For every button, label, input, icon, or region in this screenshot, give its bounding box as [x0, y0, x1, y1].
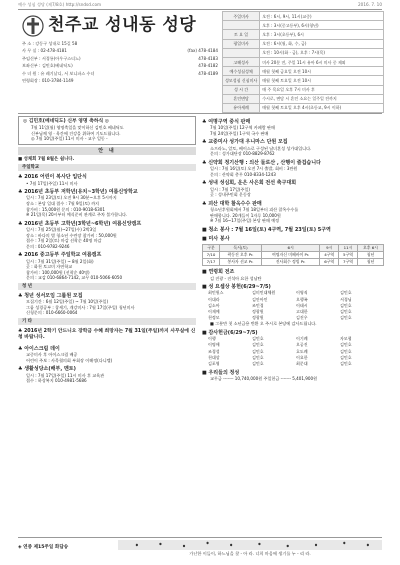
feast-notice-box: ◎ 김민호(베네딕도) 신부 영명 축하식 ◎ 7월 11일(월) 영명축일을 맞이하신 김민호 베네딕도 신부님께 영 · 육간에 건강을 위하여 기도드립니다. ◎ 7월 10일(주일) 11시 미사 - 교우 일동 -: [18, 116, 196, 145]
schedule-row: 오전 : 10시(화 · 금), 오후 : 7시(목): [223, 48, 384, 57]
info-row: 사 무 실 : 02-478-4181 (fax) 478-4184: [22, 48, 218, 54]
offering-title: ■ 우리들의 정성: [202, 370, 240, 377]
table-header-row: 구분 독서(토) 6시 9시 11시 오후 6시: [203, 245, 384, 252]
footer-rule: [18, 537, 382, 538]
name-row: 천정모 정광원 김진우 김민호: [208, 315, 352, 321]
offering-totals: 교무금 ------- 10,740,000원 주일헌금 ------- 5,401,900원: [210, 376, 318, 382]
notice-heading: ♣ 2016 중고등부 주일학교 여름캠프: [18, 252, 102, 259]
notice-heading: ♣ 2016년 초등부 고학년(3학년~6학년) 여름신앙캠프: [18, 220, 142, 227]
music-score: [118, 540, 382, 556]
parish-info: [22, 41, 218, 85]
memorial-title: ■ 연령회 전조: [202, 269, 235, 276]
name-row: 이명애 김민호 오공진 김민호: [208, 342, 352, 348]
name-row: 최민원스 김미민대체원 이영직 김민호: [208, 290, 352, 296]
notice-heading: ♣ 교중미사 성가대 우니마스 단원 모집: [202, 139, 288, 146]
name-row: 조경성 김민호 호도례 김민호: [208, 348, 352, 354]
psalm-footer: [18, 539, 382, 557]
right-column: ♣ 여명구역 중식 판매 7월 10일(주일) 12구역 카페람 판매 7월 24일(주일) 1구역 국수 판매 ♣ 교중미사 성가대 우니마스 단원 모집 소프라노, 알토, 베이스로 구성된 남녀혼성 성가대입니다. 문의 : 성가대단장 010-8829-8762 ♣ 신약회 정기산행 : 의산 둘로산 , 산행이 즐겁습니다 일시 : 7월 16일(토) 오전 7시 출발, 회비 : 3만원 문의 : 산약회 총무 010-8334-1243 ♣ 성내 성심회, 운은 사은회 전선 축구대회 일시 : 7월 17일(주일) 곳 : 성내주민회 운동장 ♣ 괴산 대학 찰옥수수 판매 청소년후원회에서 7월 18일부터 괴산 찰옥수수를 판매합니다. 20개들이 1자루 10,000원 ※ 7월 16~17일(주일) 본당 판매 예정 ■ 청소 봉사 : 7월 16일(토) 4구역, 7월 23일(토) 5구역 ■ 미사 봉사 구분 독서(토) 6시 9시 11시 오후 6시 7/10 곽동진 오후 Pr. 여명자신 미혜바이 Pr. 4구역 5구역 청년 7/17 봉사자 선교 Pr. 진사회수 정빙 Pr. 6구역 7구역 청년 ■ 연령회 전조 김 진광 - 진석아 요한 성남탄 ■ 성 요셉상 봉헌(6/29~7/5) 최민원스 김미민대체원 이영직 김민호 이대라 김안아인 오행족 서경님 김소아 조민경 이태시 김민호 이재예 정광원 고대한 김민호 천정모 정광원 김진우 김민호 ■ 그분만 첫 소년금용 반환 오 주시로 본당에 감사드립니다. ■ 감사헌금(6/29~7/5) 이행 김민호 이기례 자모협 이명애 김민호 오공진 김민호 조경성 김민호 호도례 김민호 천대상 김민호 이요한 김민호 김포영 김민호 최문대 김민호 ■ 우리들의 정성 교무금 ------- 10,740,000원 주일헌금 ------- 5,401,900원: [202, 116, 384, 382]
subsection-other: 기 타: [18, 318, 196, 325]
header-rule: [18, 113, 382, 114]
parish-url: 예수 성심 성당 (제7/8호) http://sndsd.com: [18, 2, 102, 7]
schedule-row: 주일미사 오전 : 6시, 9시, 11시(교중): [223, 12, 384, 21]
baptism-note: ■ 그분만 첫 소년금용 반환 오 주시로 본당에 감사드립니다.: [210, 321, 317, 327]
issue-date: 2016. 7. 10: [358, 2, 382, 7]
info-row: 주 소 : 강동구 성내로 15길 58: [22, 41, 78, 46]
brand: [22, 12, 217, 40]
psalm-lyric: 가난한 이들이, 하느님을 찾 - 아 라. 너희 마음에 생기를 누 - 리 라.: [189, 550, 311, 556]
page-title: 천주교 성내동 성당: [48, 15, 197, 36]
notice-heading: ♣ 2016 어린이 복사단 입단식: [18, 174, 87, 181]
schedule-row: 오후 : 3시(중고등부), 6시(청년): [223, 21, 384, 30]
name-row: 김소아 조민경 이태시 김민호: [208, 302, 352, 308]
name-row: 이재예 정광원 고대한 김민호: [208, 308, 352, 314]
baptism-offering-title: ■ 성 요셉상 봉헌(6/29~7/5): [202, 284, 271, 291]
schedule-row: 혼인면담 수시로, 면담 시 혼인 소요는 일주일 전까지: [223, 94, 384, 103]
thanks-offering-title: ■ 감사헌금(6/29~7/5): [202, 329, 258, 336]
notice-heading: ♣ 괴산 대학 찰옥수수 판매: [202, 200, 262, 207]
name-row: 이행 김민호 이기례 자모협: [208, 336, 352, 342]
notice-heading: ♣ 신약회 정기산행 : 의산 둘로산 , 산행이 즐겁습니다: [202, 159, 321, 166]
guide-line: ■ 성체회 7월 8월은 쉽니다.: [18, 156, 75, 162]
schedule-row: 고해성사 미사 20분 전, 주일 11시 유아 6시 미사 중 제외: [223, 57, 384, 66]
name-row: 이대라 김안아인 오행족 서경님: [208, 296, 352, 302]
staff-lines-icon: [118, 540, 382, 550]
subsection-sunday-school: 주일학교: [18, 164, 196, 171]
section-guide: 안 내: [18, 147, 196, 155]
notice-heading: ♣ 2016년 초등부 저학년(유치~3학년) 여름신앙학교: [18, 189, 138, 196]
notice-heading: ♣ 여명구역 중식 판매: [202, 119, 251, 125]
mass-schedule-table: [222, 11, 384, 113]
left-column: ◎ 김민호(베네딕도) 신부 영명 축하식 ◎ 7월 11일(월) 영명축일을 맞이하신 김민호 베네딕도 신부님께 영 · 육간에 건강을 위하여 기도드립니다. ◎ 7월 10일(주일) 11시 미사 - 교우 일동 - 안 내 ■ 성체회 7월 8월은 쉽니다. 주일학교 ♣ 2016 어린이 복사단 입단식 • 7월 17일(주일) 11시 미사 ♣ 2016년 초등부 저학년(유치~3학년) 여름신앙학교 일시 : 7월 23일(토) 오전 9시 30분~오후 5시까지 장소 : 본당 일대 접수 : 7월 9일(토) 까지 참가비 : 15,000원 문의 : 010-9018-6301 ※ 21일(목) 20시부터 예식준비 관계로 주차 불가합니다. ♣ 2016년 초등부 고학년(3학년~6학년) 여름신앙캠프 일시 : 7월 25일(월)~27일(수) 2박3일 장소 : 바다의 별 청소년 수련장 참가비 : 50,000원 접수 : 7월 2일(토) 마감 선착순 40명 마감 문의 : 010-9782-9246 ♣ 2016 중고등부 주일학교 여름캠프 일시 : 7월 31일(주일) ~ 8월 2일(화) 곳 : 화천 토고미 자연학교 참가비 : 100,000원 (선착순 40명) 문의 : 교감 010-6864-7142, 교무 010-5066-6050 청 년 ♣ 청년 성서모임 그룹원 모집 모집기간 : 6월 12일(주일) ~ 7월 10일(주일) 그룹 성경공부 : 창세기, 개강미사 : 7월 17일(주일) 청년미사 신청문의 : 010-6660-0064 기 타 ♣ 2016년 2학기 안드니오 장학금 수혜 희망자는 7월 31일(주일)까지 사무실에 신청 바랍니다. ♣ 아이스크림 데이 교중미사 후 아이스크림 배공 어린이 주보 : 사목협의회 부회장 이해정(다니엘) ♣ 생활성당소(배부, 멘토) 일시 : 7월 17일(주일) 11시 미사 후 교육관 접수 : 하상복지 010-4981-5686: [18, 116, 196, 384]
table-row: 7/10 곽동진 오후 Pr. 여명자신 미혜바이 Pr. 4구역 5구역 청년: [203, 252, 384, 259]
info-row: 수 녀 원 : 유 레기날디, 서 보니파스 수녀 478-4189: [22, 70, 218, 76]
schedule-row: 성모성심 신심미사 매월 첫째 토요일 오전 10시: [223, 76, 384, 85]
notice-heading: ♣ 성내 성심회, 운은 사은회 전선 축구대회: [202, 180, 297, 187]
table-row: 7/17 봉사자 선교 Pr. 진사회수 정빙 Pr. 6구역 7구역 청년: [203, 259, 384, 266]
top-rule: [18, 9, 382, 10]
schedule-row: 예수성심성체 매월 첫째 금요일 오전 10시: [223, 67, 384, 76]
cross-logo-icon: [22, 15, 44, 37]
schedule-row: 평일미사 오전 : 6시(월, 화, 수, 금): [223, 39, 384, 48]
schedule-row: 토 요 일 오후 : 3시(초등부), 6시: [223, 30, 384, 39]
info-row: 주임신부 : 서경룡(아우구스티노) 478-4183: [22, 55, 218, 61]
name-row: 김포영 김민호 최문대 김민호: [208, 360, 352, 366]
notice-heading: ♣ 생활성당소(배부, 멘토): [18, 366, 76, 373]
info-row: 연령회장 : 010-3784-1149: [22, 77, 74, 83]
top-strip: [18, 2, 382, 8]
info-row: 보좌신부 : 김민호(베네딕도) 478-4182: [22, 63, 218, 69]
feast-title: ◎ 김민호(베네딕도) 신부 영명 축하식 ◎: [23, 119, 109, 124]
notice-heading: ♣ 청년 성서모임 그룹원 모집: [18, 292, 83, 299]
scholarship-notice: ♣ 2016년 2학기 안드니오 장학금 수혜 희망자는 7월 31일(주일)까지 사무실에 신청 바랍니다.: [18, 329, 196, 340]
schedule-row: 유아세례 매월 첫째 토요일 오후 4시(초등교, 9시 이하): [223, 103, 384, 112]
notice-heading: ♣ 아이스크림 데이: [18, 345, 60, 352]
schedule-row: 성 시 간 매 주 목요일 오후 7시 미사 후: [223, 85, 384, 94]
name-row: 천대상 김민호 이요한 김민호: [208, 354, 352, 360]
mass-service-title: ■ 미사 봉사: [202, 236, 230, 243]
psalm-title: ◈ 연중 제15주일 화답송: [18, 545, 69, 551]
subsection-youth: 청 년: [18, 283, 196, 290]
mass-service-table: [202, 244, 384, 266]
cleaning-service-line: ■ 청소 봉사 : 7월 16일(토) 4구역, 7월 23일(토) 5구역: [202, 226, 331, 233]
